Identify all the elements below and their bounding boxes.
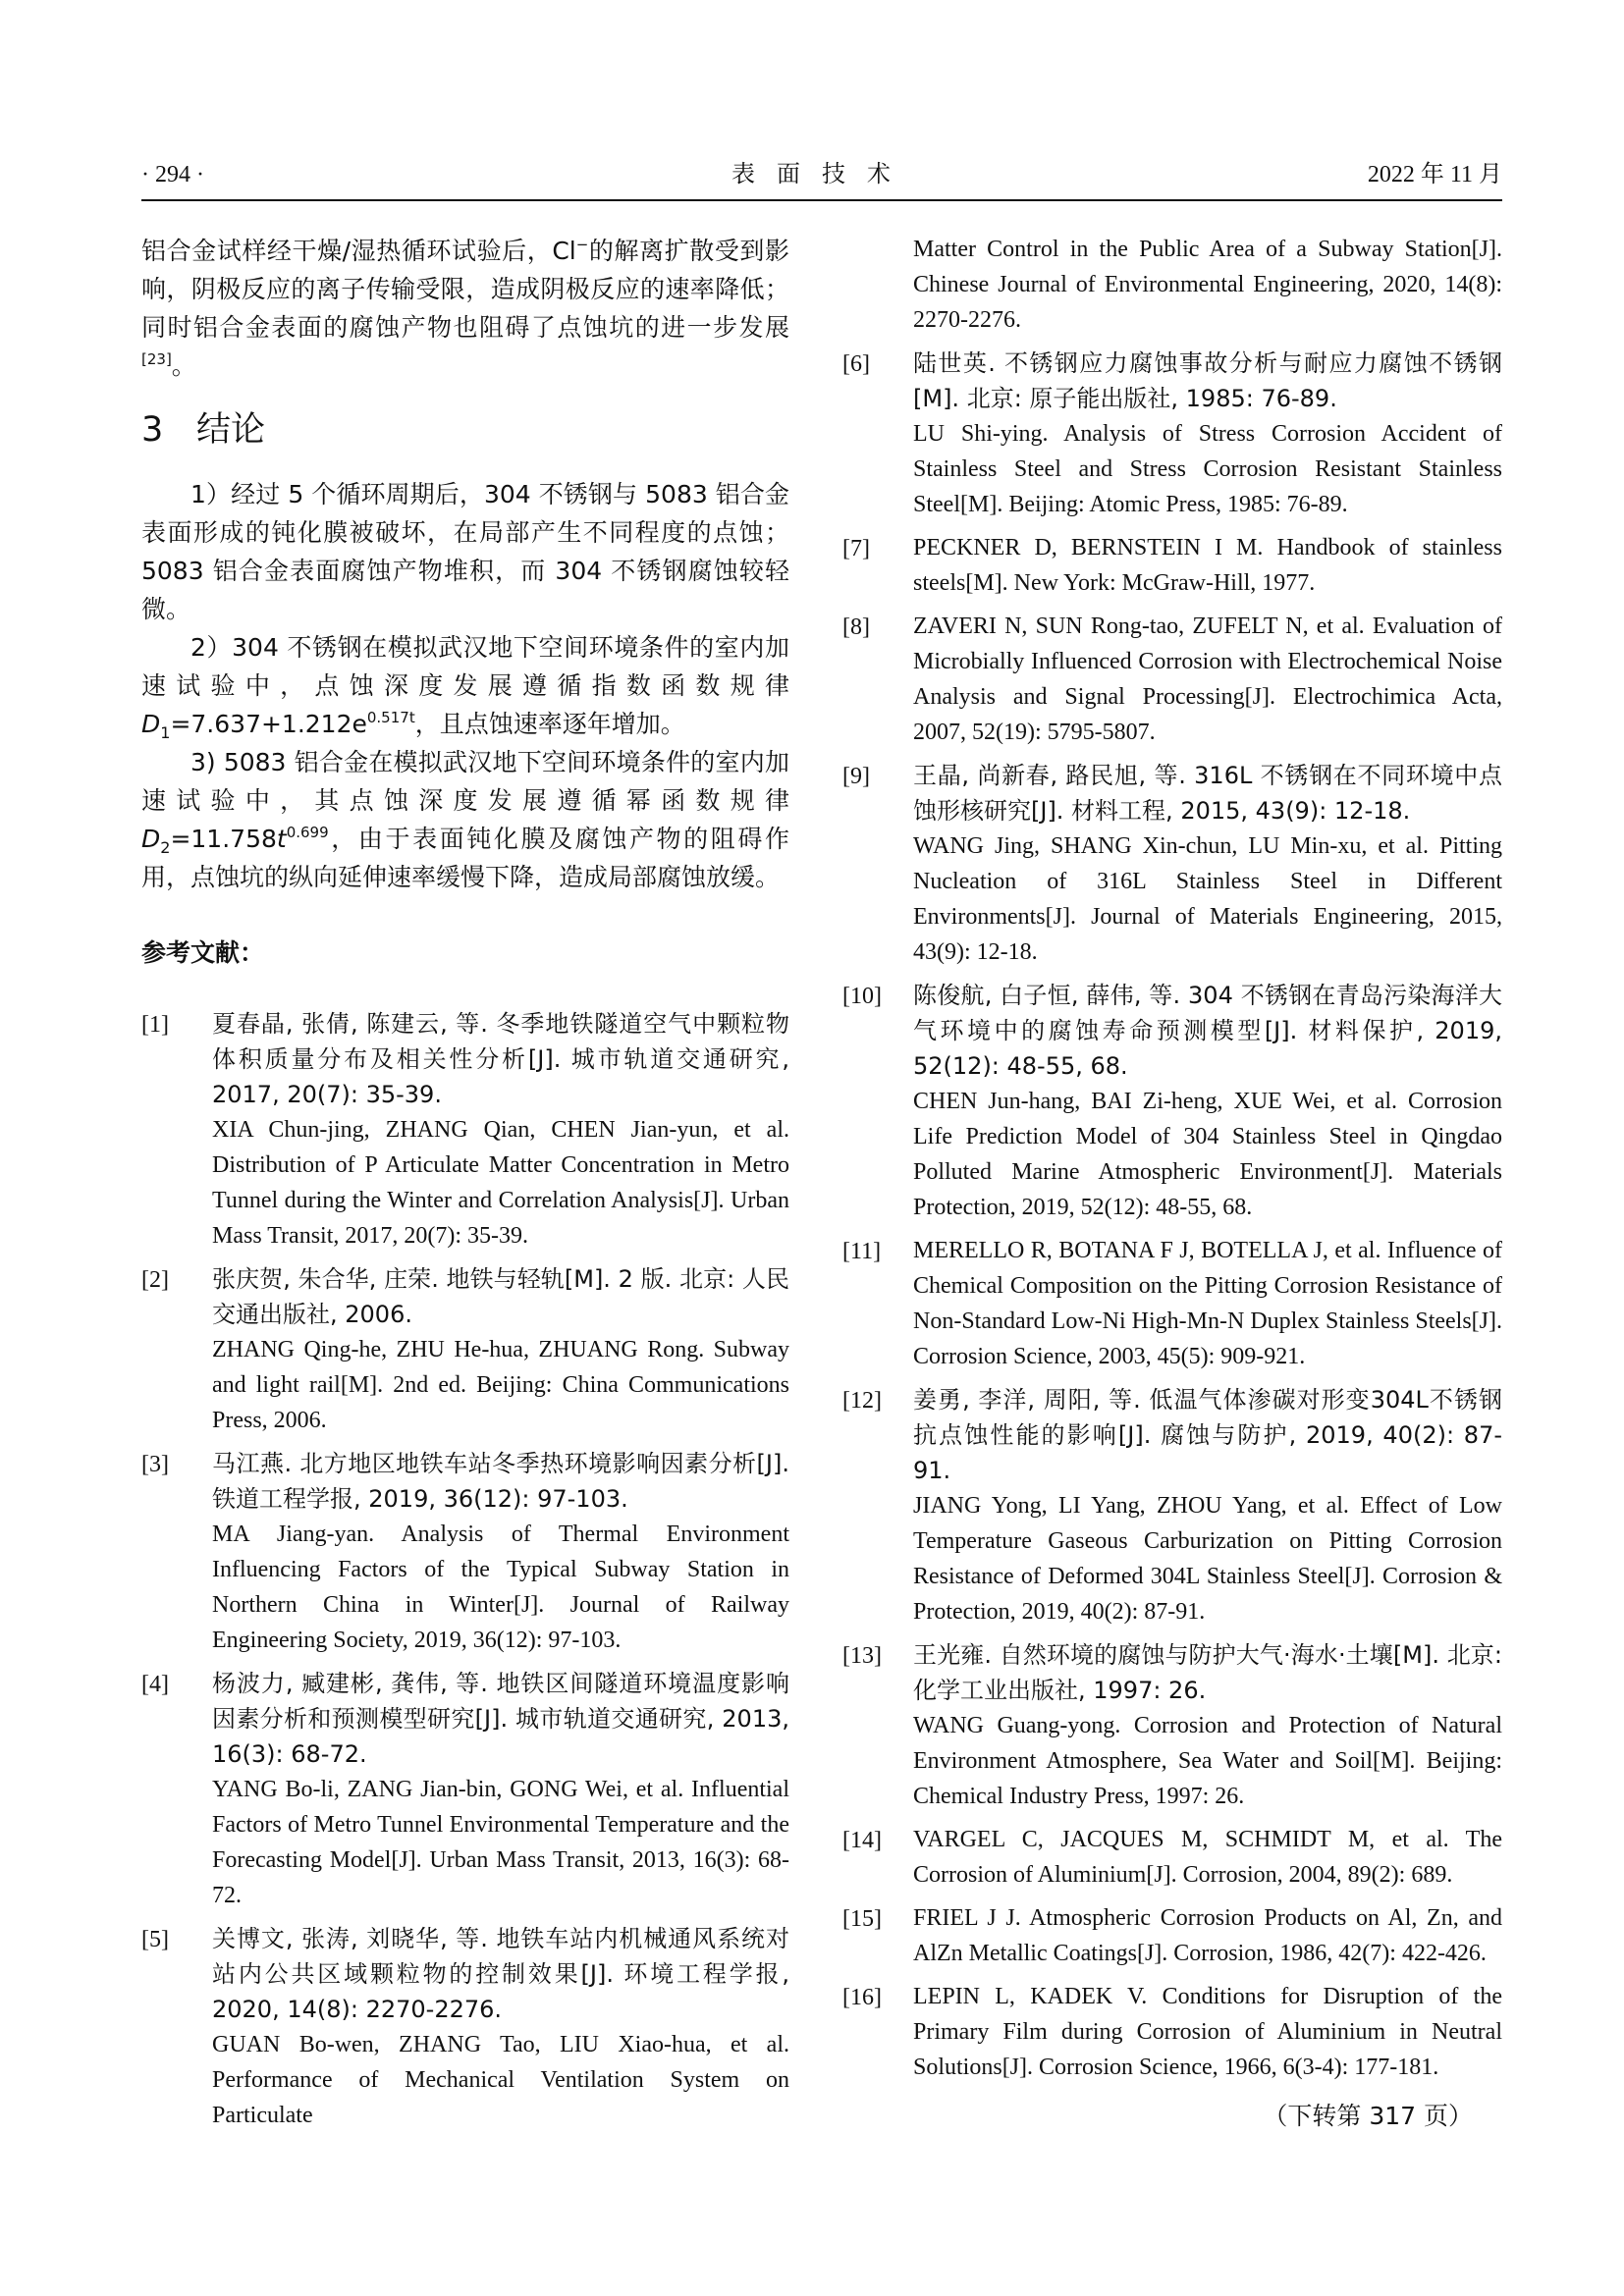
reference-number: [12]: [842, 1388, 882, 1414]
reference-number: [14]: [842, 1828, 882, 1853]
reference-chinese: 马江燕. 北方地区地铁车站冬季热环境影响因素分析[J]. 铁道工程学报, 2019, 36(12): 97-103.: [212, 1450, 789, 1513]
reference-chinese: 夏春晶, 张倩, 陈建云, 等. 冬季地铁隧道空气中颗粒物体积质量分布及相关性分析[J]. 城市轨道交通研究, 2017, 20(7): 35-39.: [212, 1010, 789, 1108]
reference-number: [16]: [842, 1985, 882, 2010]
reference-number: [7]: [842, 536, 870, 561]
reference-chinese: 王光雍. 自然环境的腐蚀与防护大气·海水·土壤[M]. 北京: 化学工业出版社, 1997: 26.: [913, 1641, 1502, 1704]
reference-chinese: 王晶, 尚新春, 路民旭, 等. 316L 不锈钢在不同环境中点蚀形核研究[J]. 材料工程, 2015, 43(9): 12-18.: [913, 762, 1502, 825]
reference-number: [10]: [842, 984, 882, 1009]
reference-english: PECKNER D, BERNSTEIN I M. Handbook of stainless steels[M]. New York: McGraw-Hill, 1977.: [913, 535, 1502, 596]
reference-number: [5]: [141, 1927, 169, 1952]
conclusion-1: 1）经过 5 个循环周期后，304 不锈钢与 5083 铝合金表面形成的钝化膜被破坏，在局部产生不同程度的点蚀；5083 铝合金表面腐蚀产物堆积，而 304 不锈钢腐蚀较轻微。: [141, 480, 789, 623]
reference-english: VARGEL C, JACQUES M, SCHMIDT M, et al. The Corrosion of Aluminium[J]. Corrosion, 2004, 89(2): 689.: [913, 1827, 1502, 1888]
section-title: 结论: [196, 410, 266, 450]
reference-item: [842, 346, 1502, 522]
reference-item: [842, 1382, 1502, 1629]
reference-english: JIANG Yong, LI Yang, ZHOU Yang, et al. Effect of Low Temperature Gaseous Carburization on Pitting Corrosion Resistance of Deformed 304L Stainless Steel[J]. Corrosion & Protection, 2019, 40(2): 87-91.: [913, 1493, 1502, 1625]
reference-english: YANG Bo-li, ZANG Jian-bin, GONG Wei, et al. Influential Factors of Metro Tunnel Environmental Temperature and the Forecasting Model[J]. Urban Mass Transit, 2013, 16(3): 68-72.: [212, 1777, 789, 1908]
reference-chinese: 关博文, 张涛, 刘晓华, 等. 地铁车站内机械通风系统对站内公共区域颗粒物的控制效果[J]. 环境工程学报, 2020, 14(8): 2270-2276.: [212, 1925, 789, 2023]
section-number: 3: [141, 410, 164, 450]
reference-english: XIA Chun-jing, ZHANG Qian, CHEN Jian-yun, et al. Distribution of P Articulate Matter Concentration in Metro Tunnel during the Winter and Correlation Analysis[J]. Urban Mass Transit, 2017, 20(7): 35-39.: [212, 1117, 789, 1249]
header-page-number: · 294 ·: [141, 162, 204, 187]
reference-english: LU Shi-ying. Analysis of Stress Corrosion Accident of Stainless Steel and Stress Corrosion Resistant Stainless Steel[M]. Beijing: Atomic Press, 1985: 76-89.: [913, 421, 1502, 517]
reference-number: [4]: [141, 1672, 169, 1697]
references-heading: 参考文献：: [141, 938, 265, 967]
reference-english: GUAN Bo-wen, ZHANG Tao, LIU Xiao-hua, et al. Performance of Mechanical Ventilation System on Particulate: [212, 2032, 789, 2128]
reference-item: [842, 1822, 1502, 1893]
reference-item: [842, 1637, 1502, 1814]
reference-english: WANG Jing, SHANG Xin-chun, LU Min-xu, et al. Pitting Nucleation of 316L Stainless Steel in Different Environments[J]. Journal of Materials Engineering, 2015, 43(9): 12-18.: [913, 833, 1502, 965]
reference-number: [9]: [842, 764, 870, 789]
reference-english: LEPIN L, KADEK V. Conditions for Disruption of the Primary Film during Corrosion of Aluminium in Neutral Solutions[J]. Corrosion Science, 1966, 6(3-4): 177-181.: [913, 1984, 1502, 2080]
reference-item: [141, 1006, 789, 1254]
reference-number: [1]: [141, 1012, 169, 1038]
reference-chinese: 张庆贺, 朱合华, 庄荣. 地铁与轻轨[M]. 2 版. 北京: 人民交通出版社, 2006.: [212, 1265, 789, 1328]
reference-english: FRIEL J J. Atmospheric Corrosion Products on Al, Zn, and AlZn Metallic Coatings[J]. Corrosion, 1986, 42(7): 422-426.: [913, 1905, 1502, 1966]
header-issue-date: 2022 年 11 月: [1367, 162, 1502, 187]
reference-item: [842, 1900, 1502, 1971]
reference-number: [15]: [842, 1906, 882, 1932]
reference-item: [842, 609, 1502, 750]
reference-item: [842, 1979, 1502, 2085]
reference-english: MERELLO R, BOTANA F J, BOTELLA J, et al. Influence of Chemical Composition on the Pitting Corrosion Resistance of Non-Standard Low-Ni High-Mn-N Duplex Stainless Steels[J]. Corrosion Science, 2003, 45(5): 909-921.: [913, 1238, 1502, 1369]
reference-item: [842, 530, 1502, 601]
reference-item: [141, 1446, 789, 1658]
continued-note: （下转第 317 页）: [1263, 2102, 1473, 2130]
header-journal-name: 表面技术: [731, 162, 912, 187]
right-column: [842, 232, 1502, 2136]
reference-number: [3]: [141, 1452, 169, 1477]
reference-english: ZHANG Qing-he, ZHU He-hua, ZHUANG Rong. Subway and light rail[M]. 2nd ed. Beijing: China Communications Press, 2006.: [212, 1337, 789, 1433]
reference-chinese: 姜勇, 李洋, 周阳, 等. 低温气体渗碳对形变304L不锈钢抗点蚀性能的影响[J]. 腐蚀与防护, 2019, 40(2): 87-91.: [913, 1386, 1502, 1484]
conclusion-2: 2）304 不锈钢在模拟武汉地下空间环境条件的室内加速试验中，点蚀深度发展遵循指数函数规律 $D_1=7.637+1.212e^{0.517t}$，且点蚀速率逐年增加。: [141, 633, 789, 742]
header-rule: [141, 199, 1502, 201]
reference-item: [842, 978, 1502, 1225]
reference-item: [141, 1261, 789, 1438]
reference-item: [842, 758, 1502, 970]
reference-number: [2]: [141, 1267, 169, 1293]
reference-chinese: 陈俊航, 白子恒, 薛伟, 等. 304 不锈钢在青岛污染海洋大气环境中的腐蚀寿命预测模型[J]. 材料保护, 2019, 52(12): 48-55, 68.: [913, 982, 1502, 1080]
reference-number: [11]: [842, 1239, 882, 1264]
left-column: [141, 232, 789, 2141]
reference-continuation: [842, 232, 1502, 338]
reference-item: [842, 1233, 1502, 1374]
reference-english: CHEN Jun-hang, BAI Zi-heng, XUE Wei, et al. Corrosion Life Prediction Model of 304 Stainless Steel in Qingdao Polluted Marine Atmospheric Environment[J]. Materials Protection, 2019, 52(12): 48-55, 68.: [913, 1089, 1502, 1220]
reference-chinese: 陆世英. 不锈钢应力腐蚀事故分析与耐应力腐蚀不锈钢[M]. 北京: 原子能出版社, 1985: 76-89.: [913, 349, 1502, 412]
reference-number: [8]: [842, 614, 870, 640]
reference-number: [6]: [842, 351, 870, 377]
reference-item: [141, 1921, 789, 2133]
reference-english: Matter Control in the Public Area of a Subway Station[J]. Chinese Journal of Environmental Engineering, 2020, 14(8): 2270-2276.: [913, 237, 1502, 333]
reference-english: WANG Guang-yong. Corrosion and Protection of Natural Environment Atmosphere, Sea Water and Soil[M]. Beijing: Chemical Industry Press, 1997: 26.: [913, 1713, 1502, 1809]
running-header: [141, 157, 1502, 192]
reference-english: ZAVERI N, SUN Rong-tao, ZUFELT N, et al. Evaluation of Microbially Influenced Corrosion with Electrochemical Noise Analysis and Signal Processing[J]. Electrochimica Acta, 2007, 52(19): 5795-5807.: [913, 614, 1502, 745]
section-heading: [141, 406, 789, 454]
reference-english: MA Jiang-yan. Analysis of Thermal Environment Influencing Factors of the Typical Subway Station in Northern China in Winter[J]. Journal of Railway Engineering Society, 2019, 36(12): 97-103.: [212, 1522, 789, 1653]
reference-item: [141, 1666, 789, 1913]
reference-number: [13]: [842, 1643, 882, 1669]
conclusion-3: 3) 5083 铝合金在模拟武汉地下空间环境条件的室内加速试验中，其点蚀深度发展遵循幂函数规律 $D_2=11.758t^{0.699}$，由于表面钝化膜及腐蚀产物的阻碍作用，点蚀坑的纵向延伸速率缓慢下降，造成局部腐蚀放缓。: [141, 748, 789, 891]
intro-paragraph: 铝合金试样经干燥/湿热循环试验后，Cl−的解离扩散受到影响，阴极反应的离子传输受限，造成阴极反应的速率降低；同时铝合金表面的腐蚀产物也阻碍了点蚀坑的进一步发展[23]。: [141, 236, 789, 380]
reference-chinese: 杨波力, 臧建彬, 龚伟, 等. 地铁区间隧道环境温度影响因素分析和预测模型研究[J]. 城市轨道交通研究, 2013, 16(3): 68-72.: [212, 1670, 789, 1768]
